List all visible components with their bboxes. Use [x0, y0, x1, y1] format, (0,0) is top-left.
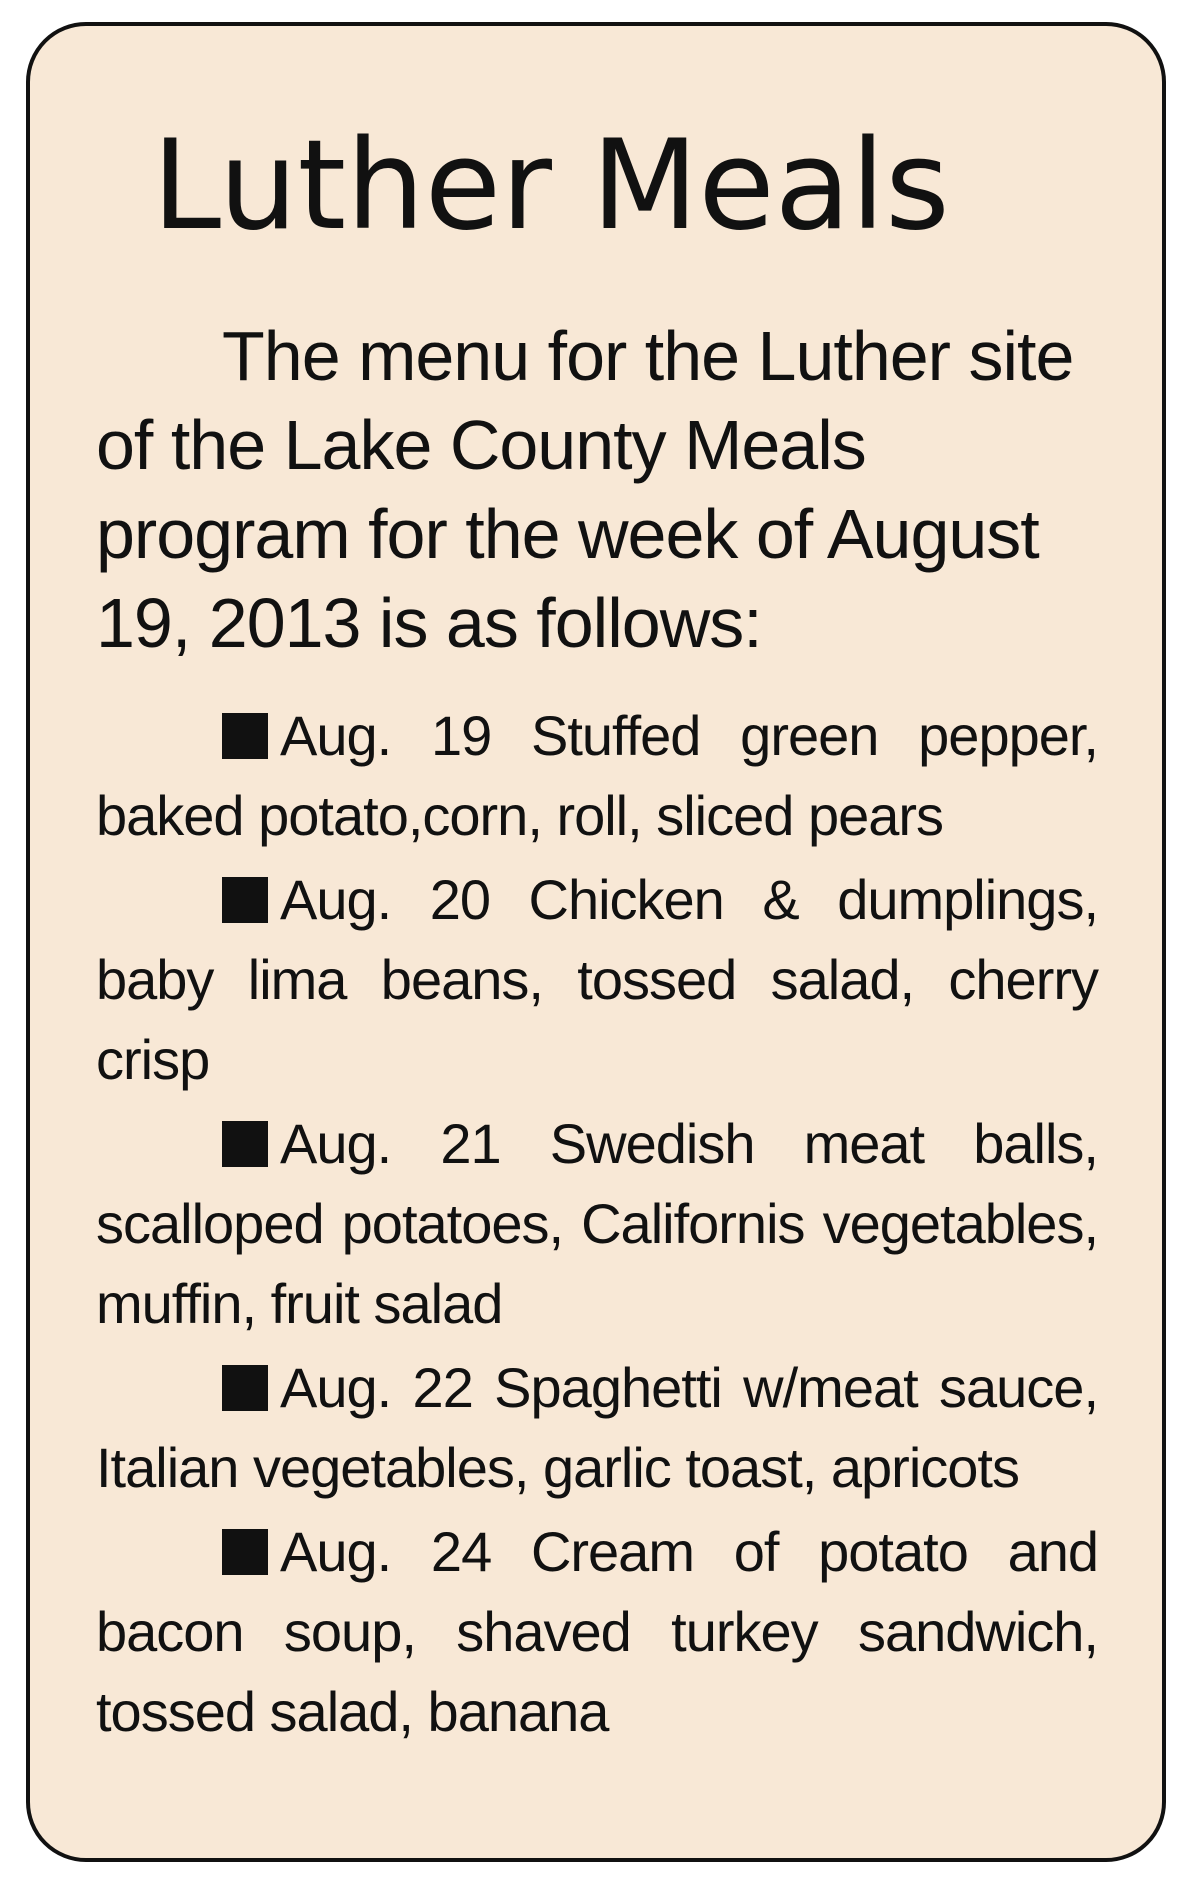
- square-bullet-icon: [222, 713, 268, 759]
- menu-list: [96, 696, 1098, 1752]
- menu-item: [96, 1512, 1098, 1752]
- square-bullet-icon: [222, 877, 268, 923]
- intro-paragraph: The menu for the Luther site of the Lake County Meals program for the week of August 19, 2013 is as follows:: [96, 317, 1074, 662]
- square-bullet-icon: [222, 1121, 268, 1167]
- menu-item: [96, 860, 1098, 1100]
- menu-item-text: Aug. 22 Spaghetti w/meat sauce, Italian vegetables, garlic toast, apricots: [96, 1356, 1098, 1499]
- menu-item-text: Aug. 24 Cream of potato and bacon soup, shaved turkey sandwich, tossed salad, banana: [96, 1520, 1098, 1743]
- square-bullet-icon: [222, 1529, 268, 1575]
- menu-item: [96, 696, 1098, 856]
- menu-item-text: Aug. 20 Chicken & dumplings, baby lima beans, tossed salad, cherry crisp: [96, 868, 1098, 1091]
- square-bullet-icon: [222, 1365, 268, 1411]
- menu-item: [96, 1104, 1098, 1344]
- menu-card: [26, 22, 1166, 1862]
- menu-item-text: Aug. 19 Stuffed green pepper, baked potato,corn, roll, sliced pears: [96, 704, 1098, 847]
- menu-item: [96, 1348, 1098, 1508]
- page-title: Luther Meals: [152, 114, 950, 258]
- menu-item-text: Aug. 21 Swedish meat balls, scalloped potatoes, Californis vegetables, muffin, fruit salad: [96, 1112, 1098, 1335]
